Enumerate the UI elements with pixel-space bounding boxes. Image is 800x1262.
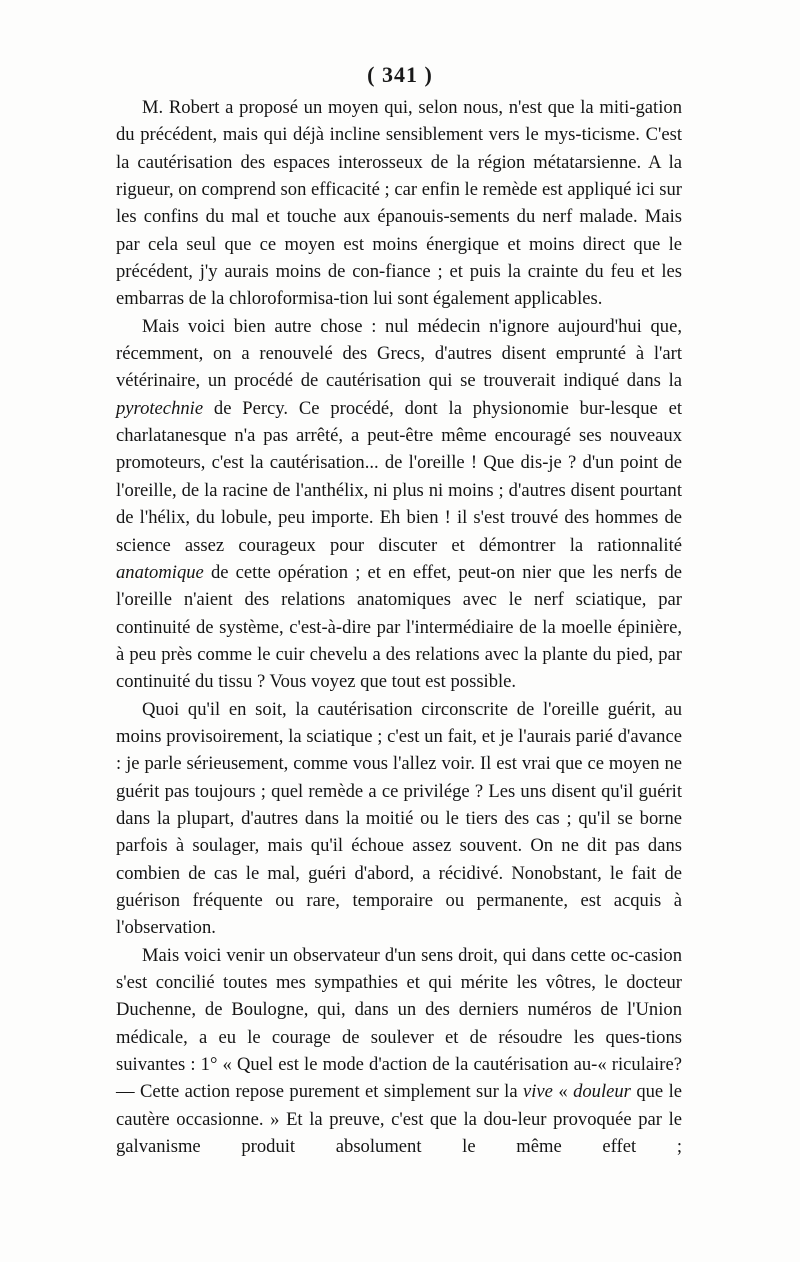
paragraph-text: de cette opération ; et en effet, peut-on nier que les nerfs de l'oreille n'aient des relations anatomiques avec le nerf sciatique, par continuité de système, c'est-à-dire par l'intermédiaire de la moelle épinière, à peu près comme le cuir chevelu a des relations avec la plante du pied, par continuité du tissu ? Vous voyez que tout est possible. [116,561,682,693]
page-number: ( 341 ) [367,62,433,87]
paragraph-1 [116,94,682,313]
body-text [116,94,682,1160]
italic-term: douleur [573,1081,631,1103]
paragraph-text: que le cautère occasionne. » Et la preuve, c'est que la dou-leur provoquée par le galvanisme produit absolument le même effet ; [116,1081,683,1158]
italic-term: anatomique [116,561,204,583]
paragraph-3 [116,696,682,942]
italic-term: pyrotechnie [116,397,204,419]
italic-term: vive [523,1081,553,1103]
paragraph-4 [116,942,682,1161]
paragraph-text: Quoi qu'il en soit, la cautérisation circonscrite de l'oreille guérit, au moins provisoirement, la sciatique ; c'est un fait, et je l'aurais parié d'avance : je parle sérieusement, comme vous l'allez voir. Il est vrai que ce moyen ne guérit pas toujours ; quel remède a ce privilége ? Les uns disent qu'il guérit dans la plupart, d'autres dans la moitié ou le tiers des cas ; qu'il se borne parfois à soulager, mais qu'il échoue assez souvent. On ne dit pas dans combien de cas le mal, guéri d'abord, a récidivé. Nonobstant, le fait de guérison fréquente ou rare, temporaire ou permanente, est acquis à l'observation. [116,698,682,939]
paragraph-2 [116,313,682,696]
paragraph-text: « [552,1081,574,1103]
paragraph-text: de Percy. Ce procédé, dont la physionomie bur-lesque et charlatanesque n'a pas arrêté, a peut-être même encouragé ses nouveaux promoteurs, c'est la cautérisation... de l'oreille ! Que dis-je ? d'un point de l'oreille, de la racine de l'anthélix, ni plus ni moins ; d'autres disent pourtant de l'hélix, du lobule, peu importe. Eh bien ! il s'est trouvé des hommes de science assez courageux pour discuter et démontrer la rationnalité [116,397,682,556]
paragraph-text: Mais voici venir un observateur d'un sens droit, qui dans cette oc-casion s'est concilié toutes mes sympathies et qui mérite les vôtres, le docteur Duchenne, de Boulogne, qui, dans un des derniers numéros de l'Union médicale, a eu le courage de soulever et de résoudre les ques-tions suivantes : 1° « Quel est le mode d'action de la cautérisation au-« riculaire? — Cette action repose purement et simplement sur la [116,944,682,1103]
paragraph-text: Mais voici bien autre chose : nul médecin n'ignore aujourd'hui que, récemment, on a renouvelé des Grecs, d'autres disent emprunté à l'art vétérinaire, un procédé de cautérisation qui se trouverait indiqué dans la [116,315,682,392]
paragraph-text: M. Robert a proposé un moyen qui, selon nous, n'est que la miti-gation du précédent, mais qui déjà incline sensiblement vers le mys-ticisme. C'est la cautérisation des espaces interosseux de la région métatarsienne. A la rigueur, on comprend son efficacité ; car enfin le remède est appliqué ici sur les confins du mal et touche aux épanouis-sements du nerf malade. Mais par cela seul que ce moyen est moins énergique et moins direct que le précédent, j'y aurais moins de con-fiance ; et puis la crainte du feu et les embarras de la chloroformisa-tion lui sont également applicables. [116,97,682,310]
